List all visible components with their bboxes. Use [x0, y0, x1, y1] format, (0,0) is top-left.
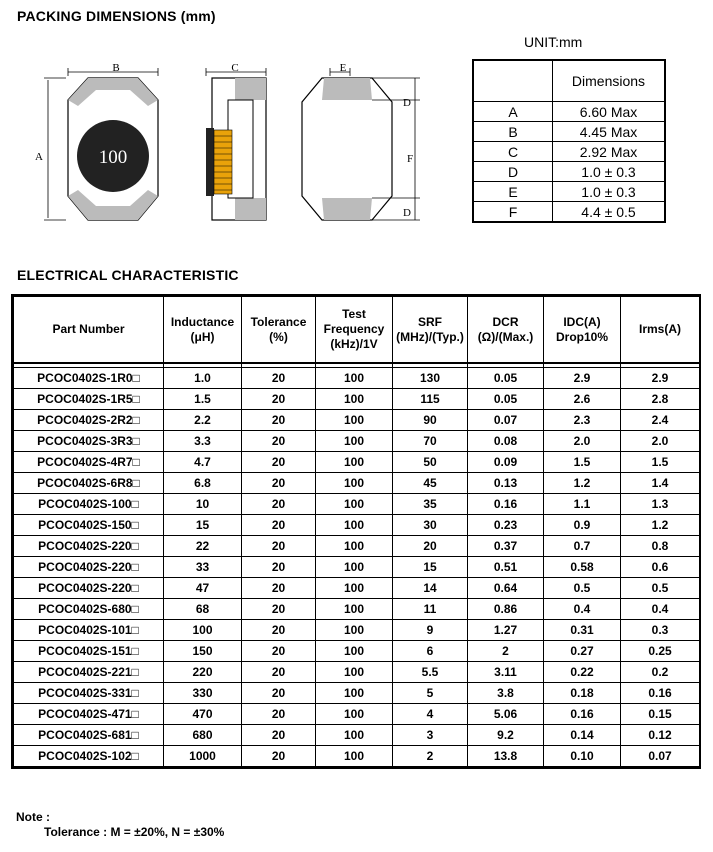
dimension-key: E — [473, 182, 553, 202]
table-cell: 0.31 — [544, 620, 621, 641]
table-row — [14, 620, 700, 641]
table-cell: 0.5 — [544, 578, 621, 599]
table-cell: 15 — [164, 515, 242, 536]
electrical-characteristic-title: ELECTRICAL CHARACTERISTIC — [17, 267, 239, 283]
marking-text: 100 — [98, 147, 128, 168]
table-cell: 15 — [393, 557, 468, 578]
part-number-cell: PCOC0402S-471□ — [14, 704, 164, 725]
table-cell: 2.0 — [544, 431, 621, 452]
dimension-key: A — [473, 102, 553, 122]
dim-label-b: B — [112, 62, 120, 74]
table-cell: 20 — [242, 620, 316, 641]
dimension-value: 6.60 Max — [553, 102, 666, 122]
table-cell: 20 — [242, 641, 316, 662]
table-cell: 1.0 — [164, 368, 242, 389]
table-row — [14, 725, 700, 746]
table-cell: 20 — [242, 410, 316, 431]
table-cell: 0.14 — [544, 725, 621, 746]
table-row — [14, 389, 700, 410]
table-cell: 100 — [316, 557, 393, 578]
table-cell: 0.9 — [544, 515, 621, 536]
table-cell: 680 — [164, 725, 242, 746]
table-cell: 2.2 — [164, 410, 242, 431]
table-cell: 3.11 — [468, 662, 544, 683]
dimension-key: F — [473, 202, 553, 223]
bottom-view-drawing — [302, 62, 420, 220]
table-cell: 5 — [393, 683, 468, 704]
table-cell: 70 — [393, 431, 468, 452]
table-cell: 100 — [316, 410, 393, 431]
table-cell: 10 — [164, 494, 242, 515]
table-cell: 11 — [393, 599, 468, 620]
table-cell: 0.3 — [621, 620, 700, 641]
table-cell: 0.16 — [468, 494, 544, 515]
table-cell: 90 — [393, 410, 468, 431]
table-cell: 100 — [316, 599, 393, 620]
table-cell: 0.22 — [544, 662, 621, 683]
table-cell: 100 — [316, 473, 393, 494]
table-cell: 0.37 — [468, 536, 544, 557]
table-cell: 47 — [164, 578, 242, 599]
table-cell: 0.05 — [468, 389, 544, 410]
table-row — [14, 368, 700, 389]
table-cell: 2.3 — [544, 410, 621, 431]
table-cell: 2.9 — [621, 368, 700, 389]
table-cell: 20 — [242, 662, 316, 683]
table-cell: 20 — [242, 557, 316, 578]
table-cell: 20 — [242, 431, 316, 452]
table-cell: 0.7 — [544, 536, 621, 557]
table-cell: 2.8 — [621, 389, 700, 410]
table-cell: 3.8 — [468, 683, 544, 704]
dim-label-d-bottom: D — [403, 207, 411, 219]
table-cell: 20 — [242, 683, 316, 704]
dimension-value: 1.0 ± 0.3 — [553, 182, 666, 202]
table-cell: 0.15 — [621, 704, 700, 725]
table-cell: 20 — [393, 536, 468, 557]
part-number-cell: PCOC0402S-2R2□ — [14, 410, 164, 431]
table-row — [14, 536, 700, 557]
dimension-value: 4.45 Max — [553, 122, 666, 142]
table-cell: 22 — [164, 536, 242, 557]
table-cell: 220 — [164, 662, 242, 683]
table-cell: 20 — [242, 704, 316, 725]
part-number-cell: PCOC0402S-221□ — [14, 662, 164, 683]
table-row — [14, 746, 700, 767]
dimension-value: 1.0 ± 0.3 — [553, 162, 666, 182]
table-cell: 100 — [316, 452, 393, 473]
table-cell: 0.25 — [621, 641, 700, 662]
table-cell: 330 — [164, 683, 242, 704]
table-row — [14, 704, 700, 725]
table-row — [14, 641, 700, 662]
table-cell: 6 — [393, 641, 468, 662]
table-row — [14, 662, 700, 683]
table-cell: 0.4 — [544, 599, 621, 620]
table-cell: 1.3 — [621, 494, 700, 515]
dim-label-f: F — [406, 153, 414, 165]
table-row — [14, 578, 700, 599]
table-cell: 5.5 — [393, 662, 468, 683]
table-cell: 20 — [242, 725, 316, 746]
table-cell: 1.2 — [621, 515, 700, 536]
table-cell: 100 — [316, 641, 393, 662]
table-cell: 100 — [316, 683, 393, 704]
table-cell: 4 — [393, 704, 468, 725]
table-cell: 0.07 — [621, 746, 700, 767]
column-header: Tolerance (%) — [242, 297, 316, 364]
table-cell: 3.3 — [164, 431, 242, 452]
table-row — [14, 410, 700, 431]
part-number-cell: PCOC0402S-6R8□ — [14, 473, 164, 494]
table-cell: 100 — [316, 620, 393, 641]
table-cell: 0.5 — [621, 578, 700, 599]
part-number-cell: PCOC0402S-3R3□ — [14, 431, 164, 452]
table-cell: 0.64 — [468, 578, 544, 599]
column-header: IDC(A) Drop10% — [544, 297, 621, 364]
dimension-row — [473, 202, 665, 223]
part-number-cell: PCOC0402S-101□ — [14, 620, 164, 641]
part-number-cell: PCOC0402S-681□ — [14, 725, 164, 746]
table-cell: 0.07 — [468, 410, 544, 431]
side-view-drawing — [206, 62, 266, 220]
table-cell: 1.27 — [468, 620, 544, 641]
table-cell: 2.6 — [544, 389, 621, 410]
table-cell: 0.16 — [621, 683, 700, 704]
dim-label-d-top: D — [403, 97, 411, 109]
table-cell: 3 — [393, 725, 468, 746]
table-cell: 0.10 — [544, 746, 621, 767]
dimension-key: B — [473, 122, 553, 142]
table-cell: 100 — [316, 704, 393, 725]
part-number-cell: PCOC0402S-102□ — [14, 746, 164, 767]
table-cell: 0.51 — [468, 557, 544, 578]
table-cell: 33 — [164, 557, 242, 578]
part-number-cell: PCOC0402S-150□ — [14, 515, 164, 536]
table-cell: 20 — [242, 494, 316, 515]
table-cell: 100 — [316, 578, 393, 599]
table-cell: 0.12 — [621, 725, 700, 746]
dimension-row — [473, 142, 665, 162]
note-title: Note : — [16, 810, 50, 824]
dim-label-c: C — [231, 62, 239, 74]
dimension-row — [473, 102, 665, 122]
table-cell: 35 — [393, 494, 468, 515]
inductor-drawings — [30, 58, 430, 230]
part-number-cell: PCOC0402S-1R0□ — [14, 368, 164, 389]
electrical-table-frame — [11, 294, 701, 769]
table-cell: 100 — [316, 515, 393, 536]
table-cell: 1.5 — [544, 452, 621, 473]
dim-label-e: E — [339, 62, 347, 74]
packing-dimensions-title: PACKING DIMENSIONS (mm) — [17, 8, 216, 24]
dimension-value: 2.92 Max — [553, 142, 666, 162]
table-cell: 9.2 — [468, 725, 544, 746]
table-cell: 1.2 — [544, 473, 621, 494]
column-header: Inductance (μH) — [164, 297, 242, 364]
part-number-cell: PCOC0402S-680□ — [14, 599, 164, 620]
table-row — [14, 494, 700, 515]
part-number-cell: PCOC0402S-331□ — [14, 683, 164, 704]
table-cell: 2 — [468, 641, 544, 662]
table-cell: 20 — [242, 599, 316, 620]
table-cell: 1.1 — [544, 494, 621, 515]
column-header: SRF (MHz)/(Typ.) — [393, 297, 468, 364]
table-cell: 6.8 — [164, 473, 242, 494]
table-cell: 1.5 — [164, 389, 242, 410]
table-cell: 0.09 — [468, 452, 544, 473]
dimensions-table — [472, 59, 666, 223]
table-cell: 150 — [164, 641, 242, 662]
table-cell: 45 — [393, 473, 468, 494]
part-number-cell: PCOC0402S-100□ — [14, 494, 164, 515]
column-header: Test Frequency (kHz)/1V — [316, 297, 393, 364]
table-cell: 20 — [242, 746, 316, 767]
table-cell: 100 — [316, 389, 393, 410]
table-cell: 0.18 — [544, 683, 621, 704]
table-cell: 14 — [393, 578, 468, 599]
dim-header-blank — [473, 60, 553, 102]
table-row — [14, 452, 700, 473]
table-cell: 20 — [242, 515, 316, 536]
table-row — [14, 473, 700, 494]
dimension-value: 4.4 ± 0.5 — [553, 202, 666, 223]
table-cell: 100 — [316, 494, 393, 515]
table-row — [14, 683, 700, 704]
table-cell: 100 — [316, 746, 393, 767]
dim-header-dimensions: Dimensions — [553, 60, 666, 102]
table-cell: 0.4 — [621, 599, 700, 620]
dimension-row — [473, 182, 665, 202]
table-cell: 100 — [316, 536, 393, 557]
table-cell: 20 — [242, 473, 316, 494]
table-cell: 20 — [242, 578, 316, 599]
table-cell: 0.86 — [468, 599, 544, 620]
table-cell: 100 — [316, 368, 393, 389]
column-header: Irms(A) — [621, 297, 700, 364]
part-number-cell: PCOC0402S-151□ — [14, 641, 164, 662]
table-cell: 20 — [242, 368, 316, 389]
part-number-cell: PCOC0402S-220□ — [14, 557, 164, 578]
dimension-row — [473, 162, 665, 182]
table-cell: 50 — [393, 452, 468, 473]
dimension-key: D — [473, 162, 553, 182]
table-cell: 130 — [393, 368, 468, 389]
unit-label: UNIT:mm — [524, 34, 583, 50]
table-cell: 100 — [316, 431, 393, 452]
table-cell: 30 — [393, 515, 468, 536]
table-cell: 5.06 — [468, 704, 544, 725]
table-cell: 2.4 — [621, 410, 700, 431]
table-row — [14, 599, 700, 620]
table-cell: 0.08 — [468, 431, 544, 452]
table-cell: 0.58 — [544, 557, 621, 578]
table-cell: 20 — [242, 389, 316, 410]
table-cell: 470 — [164, 704, 242, 725]
table-cell: 68 — [164, 599, 242, 620]
part-number-cell: PCOC0402S-1R5□ — [14, 389, 164, 410]
table-cell: 0.05 — [468, 368, 544, 389]
table-cell: 0.2 — [621, 662, 700, 683]
part-number-cell: PCOC0402S-220□ — [14, 536, 164, 557]
table-cell: 1.4 — [621, 473, 700, 494]
table-row — [14, 557, 700, 578]
column-header: Part Number — [14, 297, 164, 364]
table-cell: 20 — [242, 452, 316, 473]
top-view-drawing — [35, 62, 158, 220]
table-cell: 0.8 — [621, 536, 700, 557]
table-cell: 0.16 — [544, 704, 621, 725]
table-cell: 115 — [393, 389, 468, 410]
table-cell: 2 — [393, 746, 468, 767]
table-cell: 100 — [316, 725, 393, 746]
table-cell: 9 — [393, 620, 468, 641]
table-cell: 100 — [164, 620, 242, 641]
table-cell: 0.27 — [544, 641, 621, 662]
part-number-cell: PCOC0402S-4R7□ — [14, 452, 164, 473]
table-cell: 4.7 — [164, 452, 242, 473]
dim-label-a: A — [35, 151, 43, 163]
table-cell: 0.6 — [621, 557, 700, 578]
electrical-characteristic-table — [13, 296, 700, 767]
dimension-row — [473, 122, 665, 142]
table-cell: 20 — [242, 536, 316, 557]
table-row — [14, 515, 700, 536]
table-row — [14, 431, 700, 452]
table-cell: 1000 — [164, 746, 242, 767]
table-cell: 1.5 — [621, 452, 700, 473]
column-header: DCR (Ω)/(Max.) — [468, 297, 544, 364]
table-cell: 13.8 — [468, 746, 544, 767]
table-cell: 0.23 — [468, 515, 544, 536]
table-cell: 100 — [316, 662, 393, 683]
dimension-key: C — [473, 142, 553, 162]
part-number-cell: PCOC0402S-220□ — [14, 578, 164, 599]
table-cell: 2.0 — [621, 431, 700, 452]
table-cell: 0.13 — [468, 473, 544, 494]
table-cell: 2.9 — [544, 368, 621, 389]
note-text: Tolerance : M = ±20%, N = ±30% — [44, 825, 225, 839]
